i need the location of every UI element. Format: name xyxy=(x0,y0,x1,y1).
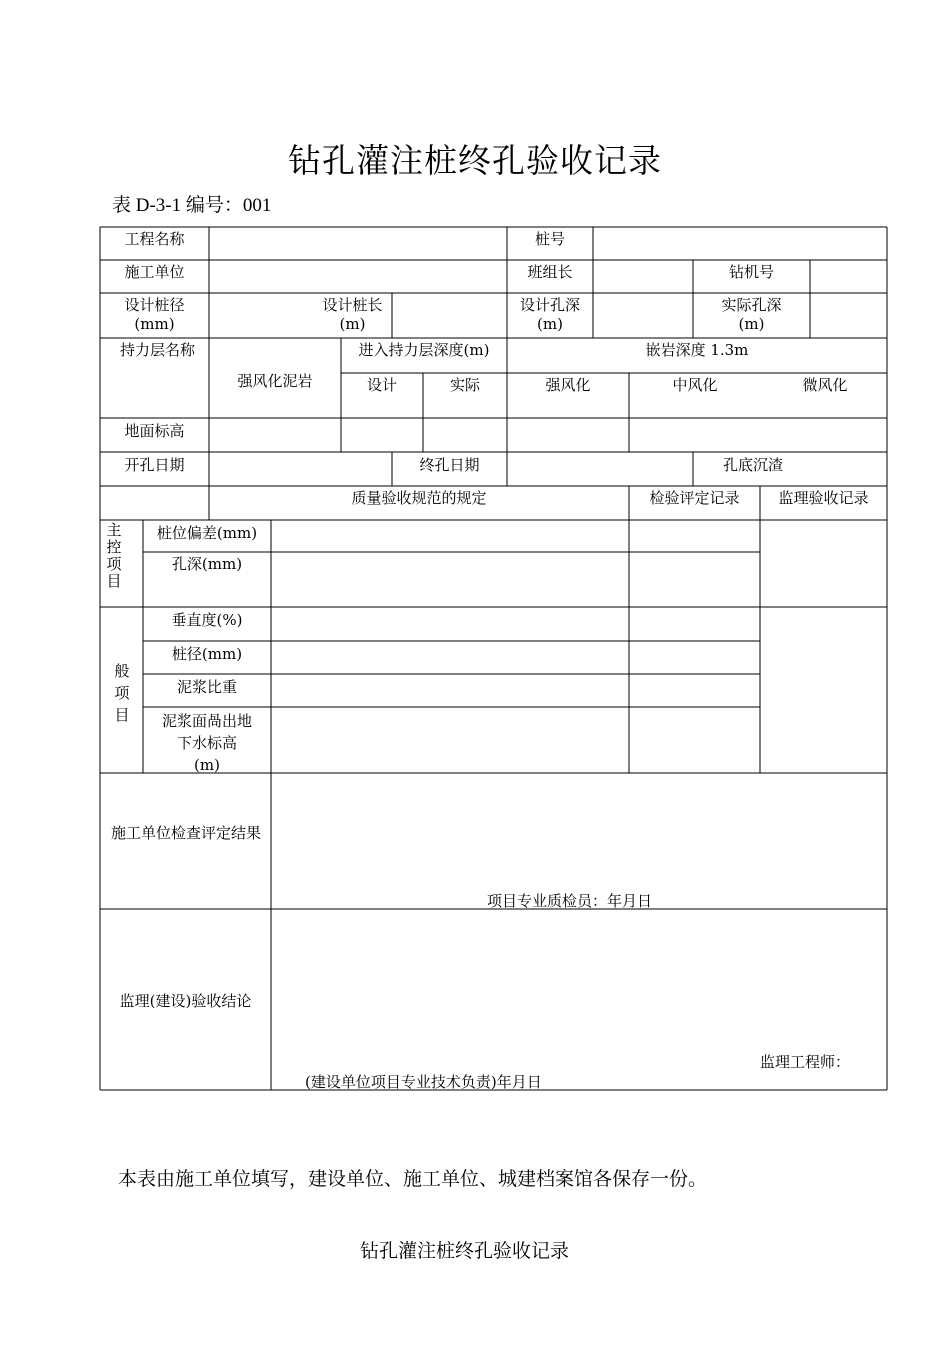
actual-depth-unit: (m) xyxy=(738,315,765,333)
mud-level-line2: 下水标高 xyxy=(176,734,237,752)
contractor-label: 施工单位 xyxy=(124,263,185,281)
design-length-label: 设计桩长 xyxy=(322,296,383,314)
bearing-depth-label: 进入持力层深度(m) xyxy=(358,341,490,359)
slight-weathered-label: 微风化 xyxy=(802,376,848,394)
team-leader-label: 班组长 xyxy=(527,263,573,281)
end-date-label: 终孔日期 xyxy=(419,456,480,474)
ground-elevation-label: 地面标高 xyxy=(124,422,185,440)
spec-header: 质量验收规范的规定 xyxy=(351,489,487,507)
hole-depth: 孔深(mm) xyxy=(171,555,243,573)
design-subheader: 设计 xyxy=(366,376,397,394)
inspection-record-header: 检验评定记录 xyxy=(649,489,740,507)
design-depth-unit: (m) xyxy=(537,315,563,333)
general-items-label: 般项目 xyxy=(114,662,130,724)
footer-title: 钻孔灌注桩终孔验收记录 xyxy=(360,1240,570,1262)
pile-no-label: 桩号 xyxy=(534,230,565,248)
supervising-engineer-signature: 监理工程师： xyxy=(760,1053,851,1071)
pile-diameter: 桩径(mm) xyxy=(171,645,243,663)
supervision-record-header: 监理验收记录 xyxy=(778,489,869,507)
contractor-check-label: 施工单位检查评定结果 xyxy=(110,824,261,842)
mud-gravity: 泥浆比重 xyxy=(176,678,237,696)
quality-inspector-signature: 项目专业质检员：年月日 xyxy=(487,892,653,910)
mud-level-line1: 泥浆面咼出地 xyxy=(161,712,252,730)
design-length-unit: (m) xyxy=(339,315,366,333)
main-items-label: 主控项目 xyxy=(106,521,122,590)
rig-no-label: 钻机号 xyxy=(728,263,774,281)
strong-weathered-label: 强风化 xyxy=(545,376,591,394)
start-date-label: 开孔日期 xyxy=(124,456,185,474)
storage-note: 本表由施工单位填写，建设单位、施工单位、城建档案馆各保存一份。 xyxy=(118,1168,708,1190)
actual-subheader: 实际 xyxy=(449,376,480,394)
mud-level-line3: (m) xyxy=(194,756,220,774)
medium-weathered-label: 中风化 xyxy=(672,376,718,394)
rock-depth-label: 嵌岩深度 1.3m xyxy=(645,341,749,359)
supervision-conclusion-label: 监理(建设)验收结论 xyxy=(119,992,252,1010)
design-depth-label: 设计孔深 xyxy=(519,296,580,314)
design-diameter-unit: (mm) xyxy=(134,315,175,333)
bottom-sediment-label: 孔底沉渣 xyxy=(722,456,783,474)
owner-representative-signature: (建设单位项目专业技术负责)年月日 xyxy=(305,1073,542,1091)
project-name-label: 工程名称 xyxy=(124,230,185,248)
table-number: 表 D-3-1 编号：001 xyxy=(112,195,272,216)
pile-position-deviation: 桩位偏差(mm) xyxy=(156,524,258,542)
bearing-layer-value: 强风化泥岩 xyxy=(237,372,313,390)
design-diameter-label: 设计桩径 xyxy=(124,296,185,314)
verticality: 垂直度(%) xyxy=(171,611,243,629)
page-title: 钻孔灌注桩终孔验收记录 xyxy=(288,141,662,180)
actual-depth-label: 实际孔深 xyxy=(721,296,782,314)
bearing-layer-label: 持力层名称 xyxy=(119,341,195,359)
